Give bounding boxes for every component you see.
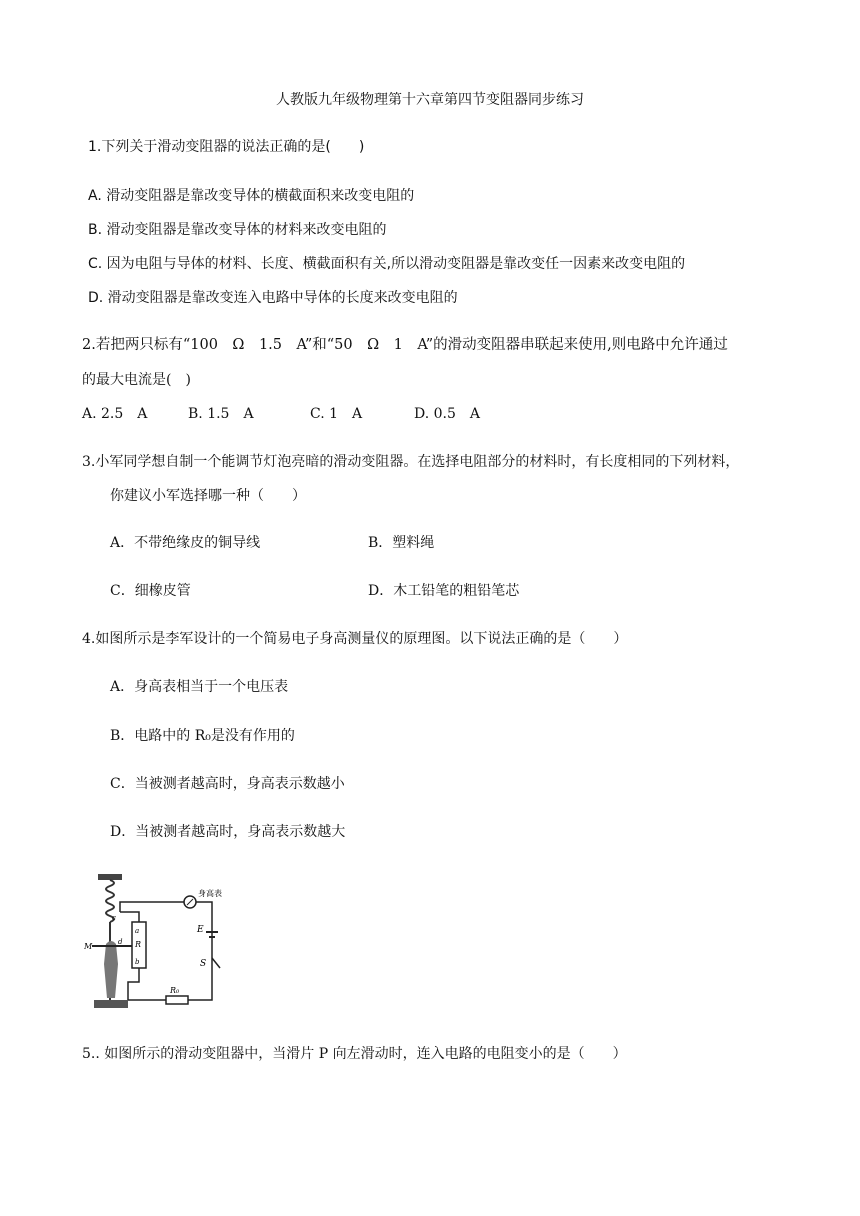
question-1-option-d: D. 滑动变阻器是靠改变连入电路中导体的长度来改变电阻的 [88, 290, 458, 306]
question-5-stem: 5.. 如图所示的滑动变阻器中，当滑片 P 向左滑动时，连入电路的电阻变小的是（ ） [82, 1046, 627, 1062]
question-1-option-a: A. 滑动变阻器是靠改变导体的横截面积来改变电阻的 [88, 188, 415, 204]
question-2-option-d: D. 0.5 A [414, 406, 481, 422]
meter-label: 身高表 [198, 889, 222, 898]
question-3-option-a: A．不带绝缘皮的铜导线 [110, 535, 261, 551]
rheostat-label: R [135, 940, 142, 949]
point-c-label: c [112, 914, 116, 922]
question-4-stem: 4.如图所示是李军设计的一个简易电子身高测量仪的原理图。以下说法正确的是（ ） [82, 631, 628, 647]
question-3-option-b: B．塑料绳 [368, 535, 435, 551]
point-d-label: d [118, 938, 123, 946]
question-4-option-a: A．身高表相当于一个电压表 [110, 679, 289, 695]
question-2-option-b: B. 1.5 A [188, 406, 254, 422]
question-3-stem-line-2: 你建议小军选择哪一种（ ） [110, 488, 306, 504]
terminal-b-label: b [135, 958, 140, 966]
page-title: 人教版九年级物理第十六章第四节变阻器同步练习 [276, 92, 584, 108]
question-1-stem: 1.下列关于滑动变阻器的说法正确的是( ) [88, 139, 365, 155]
question-2-option-a: A. 2.5 A [82, 406, 148, 422]
voltage-label: E [197, 925, 204, 935]
question-4-option-d: D．当被测者越高时，身高表示数越大 [110, 824, 346, 840]
question-1-option-c: C. 因为电阻与导体的材料、长度、横截面积有关,所以滑动变阻器是靠改变任一因素来改变电阻的 [88, 256, 686, 272]
question-2-stem-line-2: 的最大电流是( ) [82, 372, 191, 388]
question-3-option-c: C．细橡皮管 [110, 583, 191, 599]
height-meter-circuit-diagram [84, 872, 234, 1012]
r0-label: R₀ [170, 986, 180, 995]
question-4-option-c: C．当被测者越高时，身高表示数越小 [110, 776, 345, 792]
question-2-stem-line-1: 2.若把两只标有“100 Ω 1.5 A”和“50 Ω 1 A”的滑动变阻器串联起来使用,则电路中允许通过 [82, 337, 728, 353]
switch-label: S [200, 959, 207, 969]
point-m-label: M [84, 942, 93, 951]
question-2-option-c: C. 1 A [310, 406, 363, 422]
question-1-option-b: B. 滑动变阻器是靠改变导体的材料来改变电阻的 [88, 222, 387, 238]
question-3-stem-line-1: 3.小军同学想自制一个能调节灯泡亮暗的滑动变阻器。在选择电阻部分的材料时，有长度相同的下列材料， [82, 454, 740, 470]
question-4-option-b: B．电路中的 R₀是没有作用的 [110, 728, 295, 744]
terminal-a-label: a [135, 927, 140, 935]
question-3-option-d: D．木工铅笔的粗铅笔芯 [368, 583, 520, 599]
